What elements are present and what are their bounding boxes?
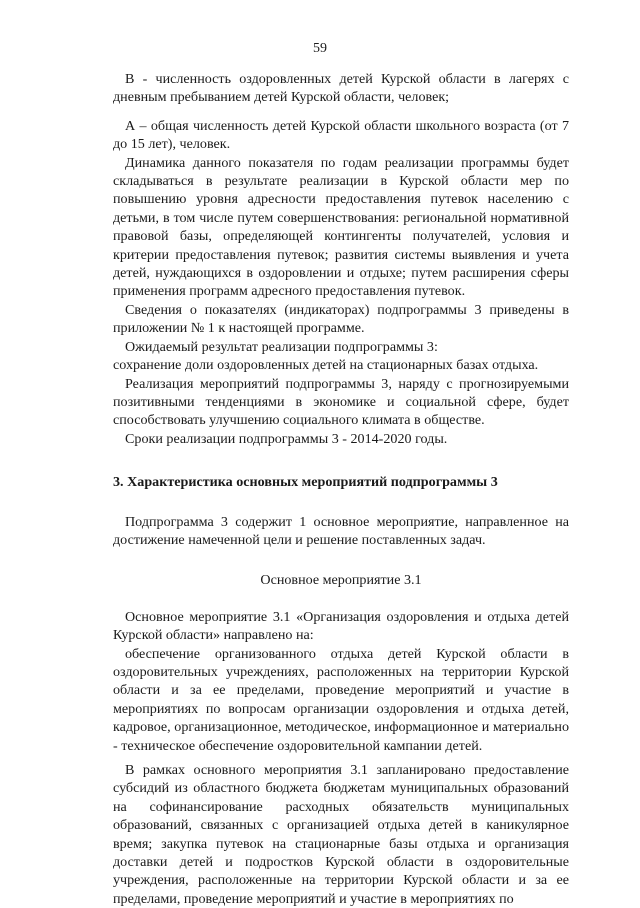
page-number: 59 <box>313 41 327 56</box>
paragraph-subprogram-contains: Подпрограмма 3 содержит 1 основное мероприятие, направленное на достижение намеченной цели и решение поставленных задач. <box>113 513 569 548</box>
paragraph-measure-provision: обеспечение организованного отдыха детей Курской области в оздоровительных учреждениях, расположенных на территории Курской области и за ее пределами, проведение мероприятий и участие в мероприятиях по вопросам организации оздоровления и отдыха детей, кадровое, организационное, методическое, информационное и материально - техническое обеспечение оздоровительной кампании детей. <box>113 645 569 754</box>
paragraph-indicators: Сведения о показателях (индикаторах) подпрограммы 3 приведены в приложении № 1 к настоящей программе. <box>113 301 569 337</box>
paragraph-terms: Сроки реализации подпрограммы 3 - 2014-2020 годы. <box>125 430 448 447</box>
paragraph-subsidies: В рамках основного мероприятия 3.1 запланировано предоставление субсидий из областного бюджета бюджетам муниципальных образований на софинансирование расходных обязательств муниципальных образований, связанных с организацией отдыха детей в каникулярное время; закупка путевок на стационарные базы отдыха и организация доставки детей и подростков Курской области в оздоровительные учреждения, расположенные на территории Курской области и за ее пределами, проведение мероприятий и участие в мероприятиях по <box>113 762 569 907</box>
paragraph-implementation: Реализация мероприятий подпрограммы 3, наряду с прогнозируемыми позитивными тенденциями в экономике и социальной сфере, будет способствовать улучшению социального климата в обществе. <box>113 375 569 429</box>
section-heading: 3. Характеристика основных мероприятий подпрограммы 3 <box>113 474 498 491</box>
subsection-heading: Основное мероприятие 3.1 <box>260 572 422 589</box>
paragraph-a-definition: А – общая численность детей Курской области школьного возраста (от 7 до 15 лет), человек. <box>113 117 569 153</box>
paragraph-measure-aim: Основное мероприятие 3.1 «Организация оздоровления и отдыха детей Курской области» направлено на: <box>113 608 569 644</box>
paragraph-dynamics: Динамика данного показателя по годам реализации программы будет складываться в результате реализации в Курской области мер по повышению уровня адресности предоставления путевок населению с детьми, в том числе путем совершенствования: региональной нормативной правовой базы, определяющей контингенты получателей, условия и критерии предоставления путевок; развития системы выявления и учета детей, нуждающихся в оздоровлении и отдыхе; путем расширения сферы применения программ адресного предоставления путевок. <box>113 154 569 300</box>
paragraph-b-definition: В - численность оздоровленных детей Курской области в лагерях с дневным пребыванием детей Курской области, человек; <box>113 71 569 106</box>
document-body <box>113 70 569 908</box>
paragraph-result-item: сохранение доли оздоровленных детей на стационарных базах отдыха. <box>113 357 539 374</box>
paragraph-expected-result: Ожидаемый результат реализации подпрограммы 3: <box>125 338 438 355</box>
